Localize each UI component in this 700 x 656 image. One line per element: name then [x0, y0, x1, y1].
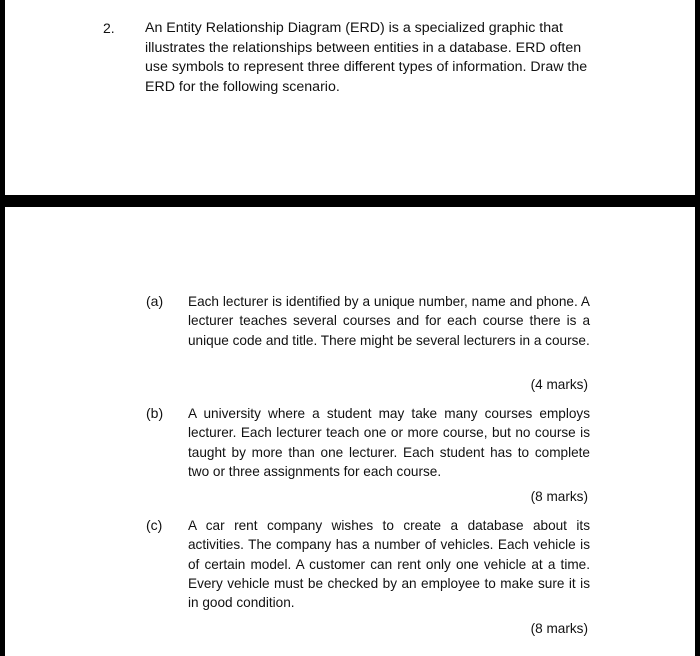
part-a-label: (a) — [146, 293, 164, 309]
part-b-text: A university where a student may take many courses employs lecturer. Each lecturer teach one or more course, but no course is taught by more than one lecturer. Each student has to complete two or three assignments for each course. — [188, 406, 590, 479]
part-b-label: (b) — [146, 405, 164, 421]
question-number: 2. — [103, 20, 115, 36]
part-a-marks: (4 marks) — [530, 377, 588, 392]
question-intro: An Entity Relationship Diagram (ERD) is a specialized graphic that illustrates the relationships between entities in a database. ERD often use symbols to represent three different types of information. Draw the ERD for the following scenario. — [145, 20, 588, 95]
part-b-marks: (8 marks) — [530, 489, 588, 504]
page-divider — [0, 195, 700, 207]
part-c-label: (c) — [146, 517, 163, 533]
part-a-text: Each lecturer is identified by a unique number, name and phone. A lecturer teaches several courses and for each course there is a unique code and title. There might be several lecturers in a course. — [188, 294, 590, 348]
part-c-marks: (8 marks) — [530, 621, 588, 636]
part-c-text: A car rent company wishes to create a database about its activities. The company has a number of vehicles. Each vehicle is of certain model. A customer can rent only one vehicle at a time. Every vehicle must be checked by an employee to make sure it is in good condition. — [188, 518, 590, 611]
